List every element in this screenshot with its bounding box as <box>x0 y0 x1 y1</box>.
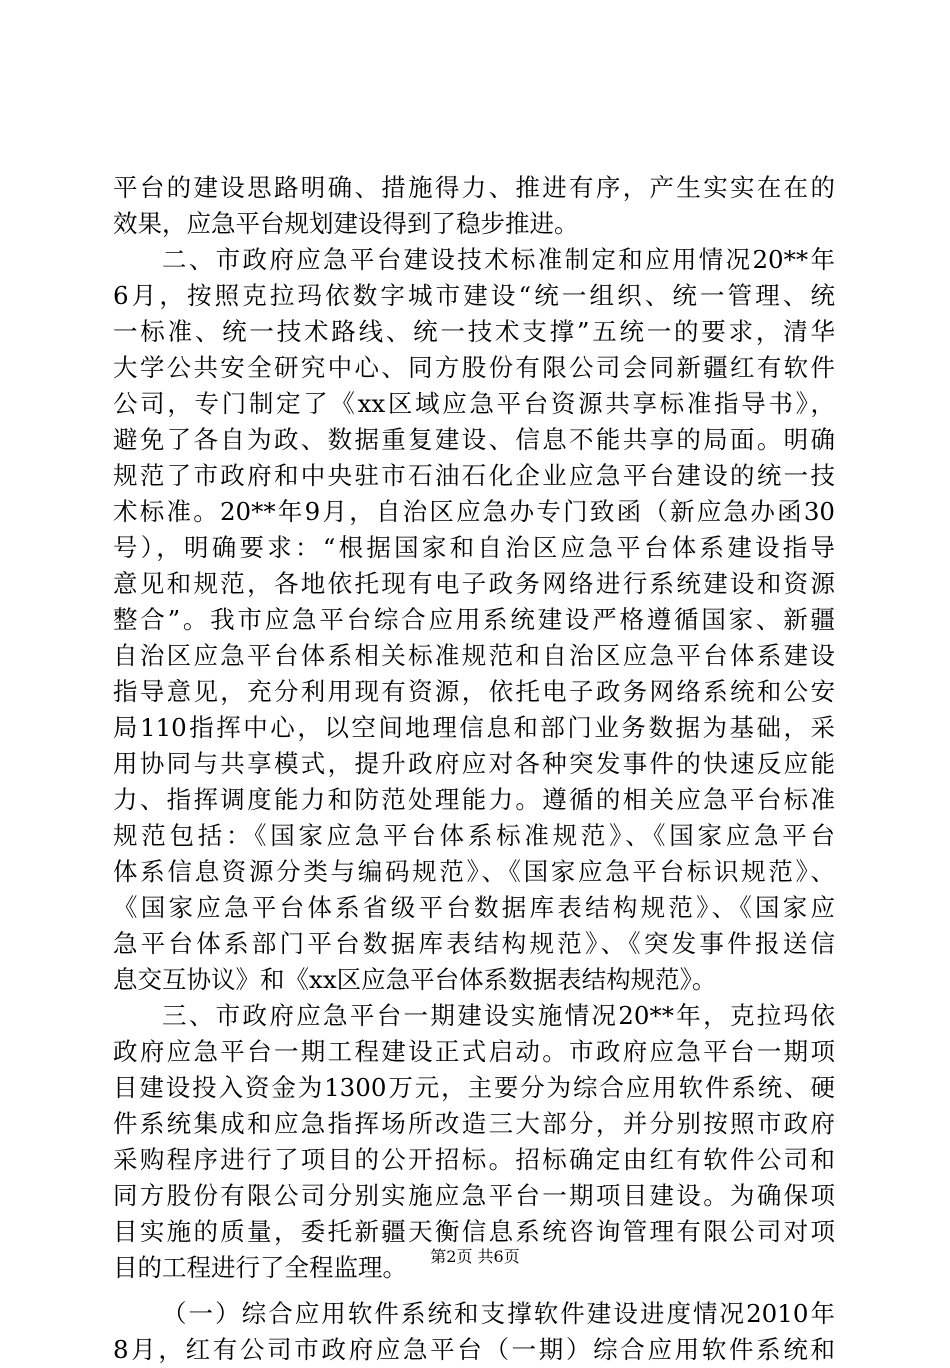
text-line: 避免了各自为政、数据重复建设、信息不能共享的局面。明确 <box>113 425 835 454</box>
page-number: 第2页 共6页 <box>430 1247 520 1266</box>
text-line: 8月，红有公司市政府应急平台（一期）综合应用软件系统和 <box>113 1335 835 1364</box>
text-line: 体系信息资源分类与编码规范》、《国家应急平台标识规范》、 <box>113 857 835 886</box>
text-line: 力、指挥调度能力和防范处理能力。遵循的相关应急平台标准 <box>113 785 835 814</box>
text-line: 公司，专门制定了《xx区域应急平台资源共享标准指导书》， <box>113 389 835 418</box>
document-body <box>113 170 835 1368</box>
text-line: 目实施的质量，委托新疆天衡信息系统咨询管理有限公司对项 <box>113 1217 835 1246</box>
text-line: 同方股份有限公司分别实施应急平台一期项目建设。为确保项 <box>113 1181 835 1210</box>
text-line: 目的工程进行了全程监理。 <box>113 1253 407 1282</box>
text-line: 效果，应急平台规划建设得到了稳步推进。 <box>113 209 579 238</box>
text-line: 意见和规范，各地依托现有电子政务网络进行系统建设和资源 <box>113 569 835 598</box>
text-line: 急平台体系部门平台数据库表结构规范》、《突发事件报送信 <box>113 929 835 958</box>
page-footer <box>0 1246 950 1268</box>
text-line: 局110指挥中心，以空间地理信息和部门业务数据为基础，采 <box>113 713 835 742</box>
text-line: 件系统集成和应急指挥场所改造三大部分，并分别按照市政府 <box>113 1109 835 1138</box>
text-line: 自治区应急平台体系相关标准规范和自治区应急平台体系建设 <box>113 641 835 670</box>
section-heading-line: 二、市政府应急平台建设技术标准制定和应用情况20**年 <box>162 245 835 274</box>
text-line: 6月，按照克拉玛依数字城市建设“统一组织、统一管理、统 <box>113 281 835 310</box>
text-line: 用协同与共享模式，提升政府应对各种突发事件的快速反应能 <box>113 749 835 778</box>
text-line: 大学公共安全研究中心、同方股份有限公司会同新疆红有软件 <box>113 353 835 382</box>
text-line: 目建设投入资金为1300万元，主要分为综合应用软件系统、硬 <box>113 1073 835 1102</box>
text-line: 号），明确要求：“根据国家和自治区应急平台体系建设指导 <box>113 533 835 562</box>
subsection-heading-line: （一）综合应用软件系统和支撑软件建设进度情况2010年 <box>162 1299 835 1328</box>
text-line: 采购程序进行了项目的公开招标。招标确定由红有软件公司和 <box>113 1145 835 1174</box>
text-line: 政府应急平台一期工程建设正式启动。市政府应急平台一期项 <box>113 1037 835 1066</box>
text-line: 规范包括：《国家应急平台体系标准规范》、《国家应急平台 <box>113 821 835 850</box>
text-line: 规范了市政府和中央驻市石油石化企业应急平台建设的统一技 <box>113 461 835 490</box>
text-line: 息交互协议》和《xx区应急平台体系数据表结构规范》。 <box>113 965 717 994</box>
text-line: 整合”。我市应急平台综合应用系统建设严格遵循国家、新疆 <box>113 605 835 634</box>
text-line: 术标准。20**年9月，自治区应急办专门致函（新应急办函30 <box>113 497 835 526</box>
text-line: 《国家应急平台体系省级平台数据库表结构规范》、《国家应 <box>113 893 835 922</box>
text-line: 一标准、统一技术路线、统一技术支撑”五统一的要求，清华 <box>113 317 835 346</box>
text-line: 平台的建设思路明确、措施得力、推进有序，产生实实在在的 <box>113 173 835 202</box>
text-line: 指导意见，充分利用现有资源，依托电子政务网络系统和公安 <box>113 677 835 706</box>
section-heading-line: 三、市政府应急平台一期建设实施情况20**年，克拉玛依 <box>162 1001 835 1030</box>
